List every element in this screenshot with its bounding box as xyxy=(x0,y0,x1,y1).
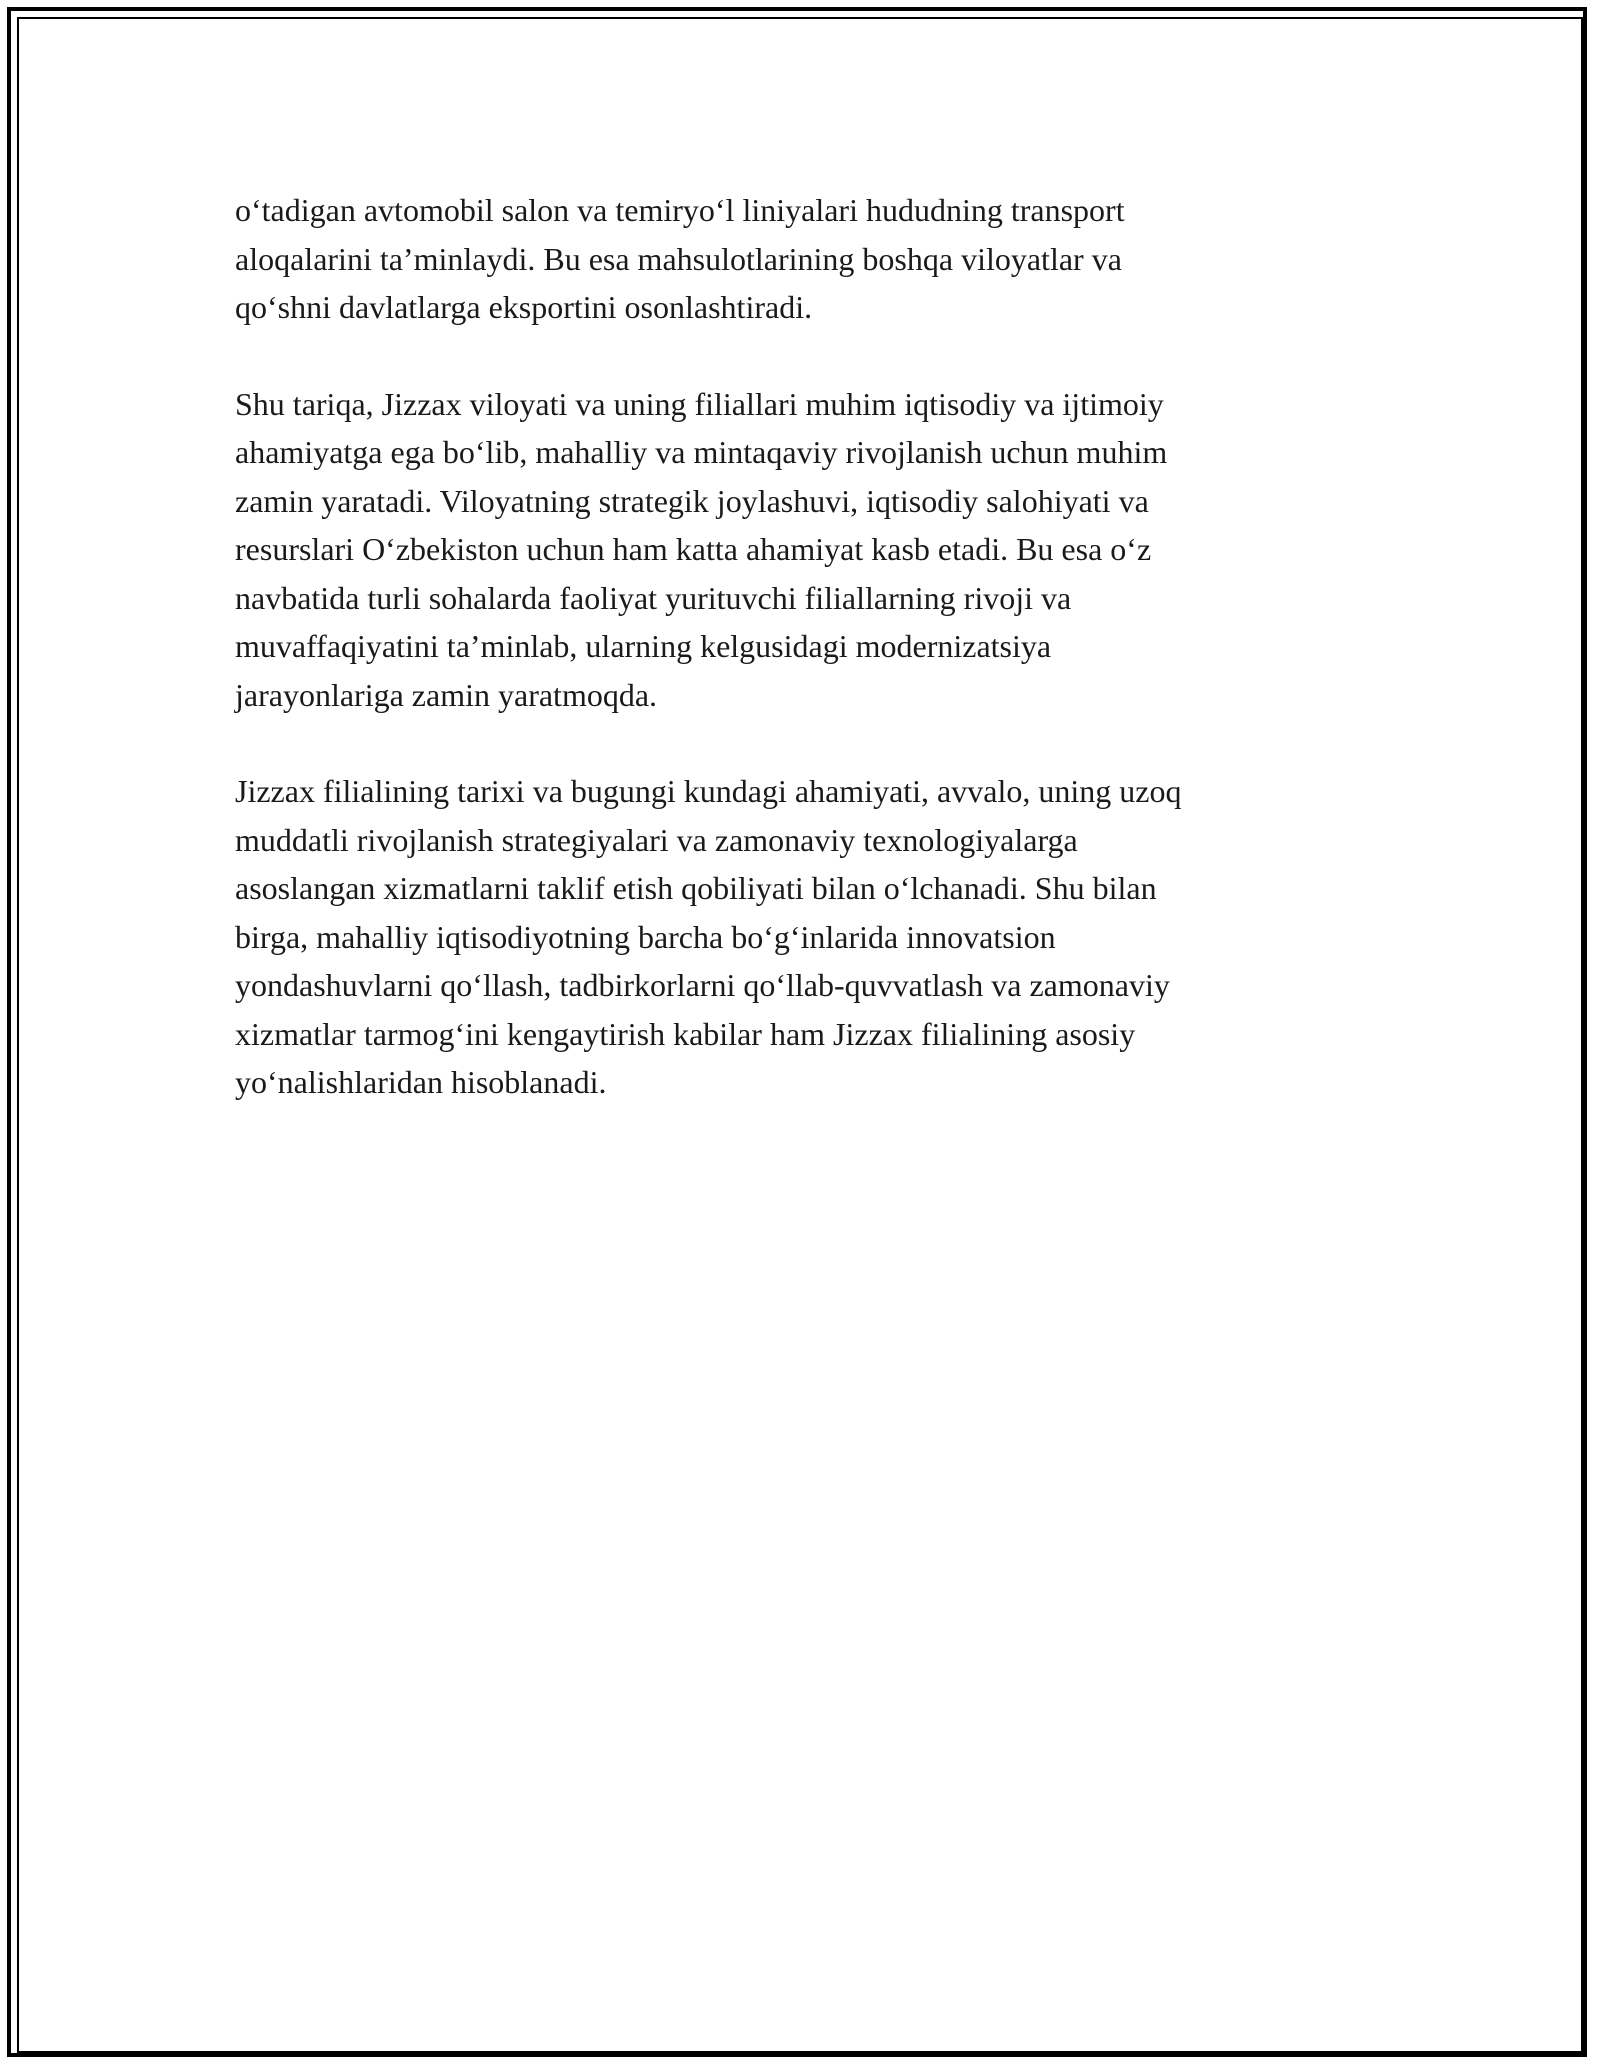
text-line: yo‘nalishlaridan hisoblanadi. xyxy=(235,1064,607,1100)
text-line: ahamiyatga ega bo‘lib, mahalliy va mintaqaviy rivojlanish uchun muhim xyxy=(235,434,1168,470)
text-line: yondashuvlarni qo‘llash, tadbirkorlarni qo‘llab-quvvatlash va zamonaviy xyxy=(235,967,1170,1003)
text-line: aloqalarini ta’minlaydi. Bu esa mahsulotlarining boshqa viloyatlar va xyxy=(235,240,1122,277)
text-line: xizmatlar tarmog‘ini kengaytirish kabilar ham Jizzax filialining asosiy xyxy=(235,1015,1136,1052)
document-body xyxy=(235,186,1375,1155)
text-line: Shu tariqa, Jizzax viloyati va uning filiallari muhim iqtisodiy va ijtimoiy xyxy=(235,385,1164,422)
paragraph-3 xyxy=(235,767,1375,1107)
text-line: jarayonlariga zamin yaratmoqda. xyxy=(235,676,658,713)
paragraph-2 xyxy=(235,380,1375,720)
text-line: zamin yaratadi. Viloyatning strategik joylashuvi, iqtisodiy salohiyati va xyxy=(235,482,1149,519)
text-line: navbatida turli sohalarda faoliyat yurituvchi filiallarning rivoji va xyxy=(235,579,1072,616)
paragraph-1 xyxy=(235,186,1375,332)
text-line: o‘tadigan avtomobil salon va temiryo‘l liniyalari hududning transport xyxy=(235,192,1125,228)
text-line: qo‘shni davlatlarga eksportini osonlashtiradi. xyxy=(235,289,813,325)
text-line: Jizzax filialining tarixi va bugungi kundagi ahamiyati, avvalo, uning uzoq xyxy=(235,773,1182,809)
text-line: birga, mahalliy iqtisodiyotning barcha bo‘g‘inlarida innovatsion xyxy=(235,918,1056,955)
text-line: muvaffaqiyatini ta’minlab, ularning kelgusidagi modernizatsiya xyxy=(235,628,1052,664)
text-line: resurslari O‘zbekiston uchun ham katta ahamiyat kasb etadi. Bu esa o‘z xyxy=(235,531,1152,567)
text-line: asoslangan xizmatlarni taklif etish qobiliyati bilan o‘lchanadi. Shu bilan xyxy=(235,870,1157,906)
text-line: muddatli rivojlanish strategiyalari va zamonaviy texnologiyalarga xyxy=(235,821,1078,858)
